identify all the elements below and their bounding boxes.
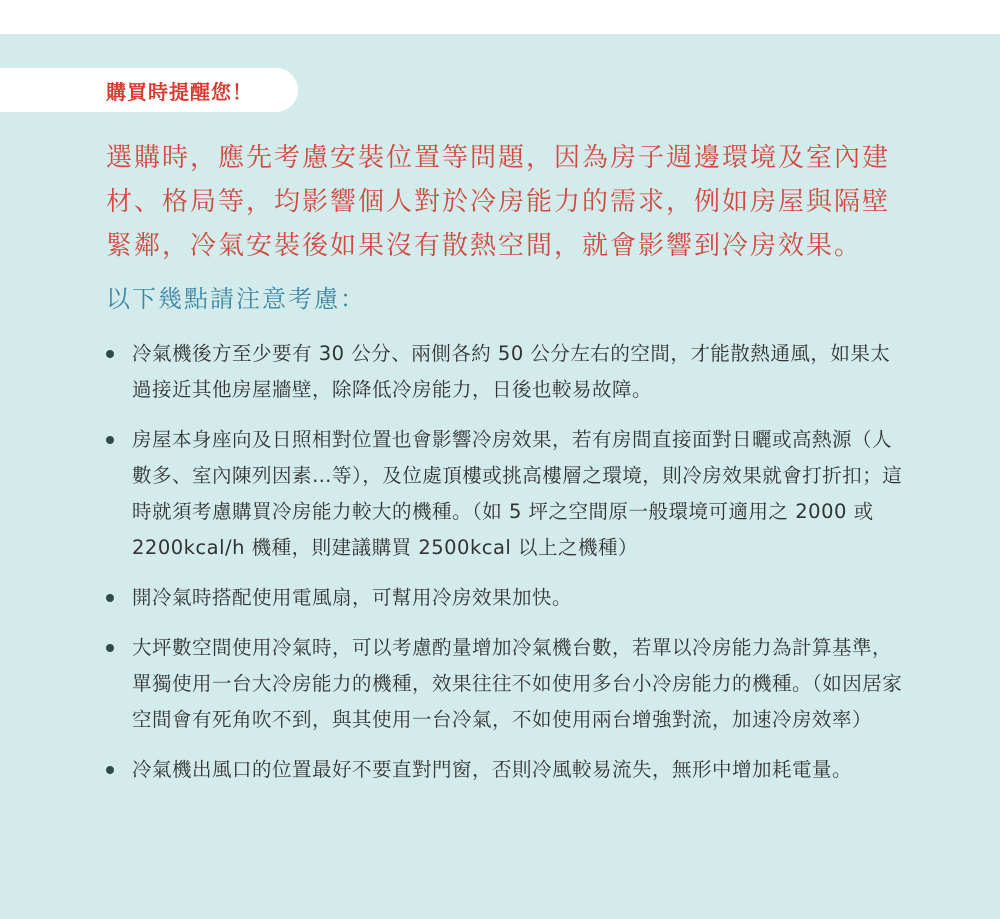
badge-label: 購買時提醒您！	[106, 79, 253, 104]
tip-text: 大坪數空間使用冷氣時，可以考慮酌量增加冷氣機台數，若單以冷房能力為計算基準，單獨使用一台大冷房能力的機種，效果往往不如使用多台小冷房能力的機種。（如因居家空間會有死角吹不到，與其使用一台冷氣，不如使用兩台增強對流，加速冷房效率）	[132, 636, 903, 731]
bullet-icon	[106, 766, 114, 774]
tip-text: 房屋本身座向及日照相對位置也會影響冷房效果，若有房間直接面對日曬或高熱源（人數多、室內陳列因素…等），及位處頂樓或挑高樓層之環境，則冷房效果就會打折扣；這時就須考慮購買冷房能力較大的機種。（如 5 坪之空間原一般環境可適用之 2000 或 2200kcal/h 機種，則建議購買 2500kcal 以上之機種）	[132, 428, 903, 559]
reminder-panel	[0, 34, 1000, 919]
top-band	[0, 0, 1000, 34]
bullet-icon	[106, 594, 114, 602]
tips-list	[106, 336, 906, 802]
tip-item	[106, 422, 906, 566]
intro-paragraph: 選購時，應先考慮安裝位置等問題，因為房子週邊環境及室內建材、格局等，均影響個人對於冷房能力的需求，例如房屋與隔壁緊鄰，冷氣安裝後如果沒有散熱空間，就會影響到冷房效果。	[106, 143, 891, 261]
tip-text: 開冷氣時搭配使用電風扇，可幫用冷房效果加快。	[132, 586, 573, 609]
tips-heading: 以下幾點請注意考慮：	[106, 285, 366, 313]
tip-text: 冷氣機出風口的位置最好不要直對門窗，否則冷風較易流失，無形中增加耗電量。	[132, 758, 853, 781]
tip-item	[106, 752, 906, 788]
bullet-icon	[106, 436, 114, 444]
tip-item	[106, 336, 906, 408]
tip-item	[106, 630, 906, 738]
bullet-icon	[106, 644, 114, 652]
reminder-badge	[0, 68, 298, 112]
tip-item	[106, 580, 906, 616]
bullet-icon	[106, 350, 114, 358]
tip-text: 冷氣機後方至少要有 30 公分、兩側各約 50 公分左右的空間，才能散熱通風，如果太過接近其他房屋牆壁，除降低冷房能力，日後也較易故障。	[132, 342, 891, 401]
